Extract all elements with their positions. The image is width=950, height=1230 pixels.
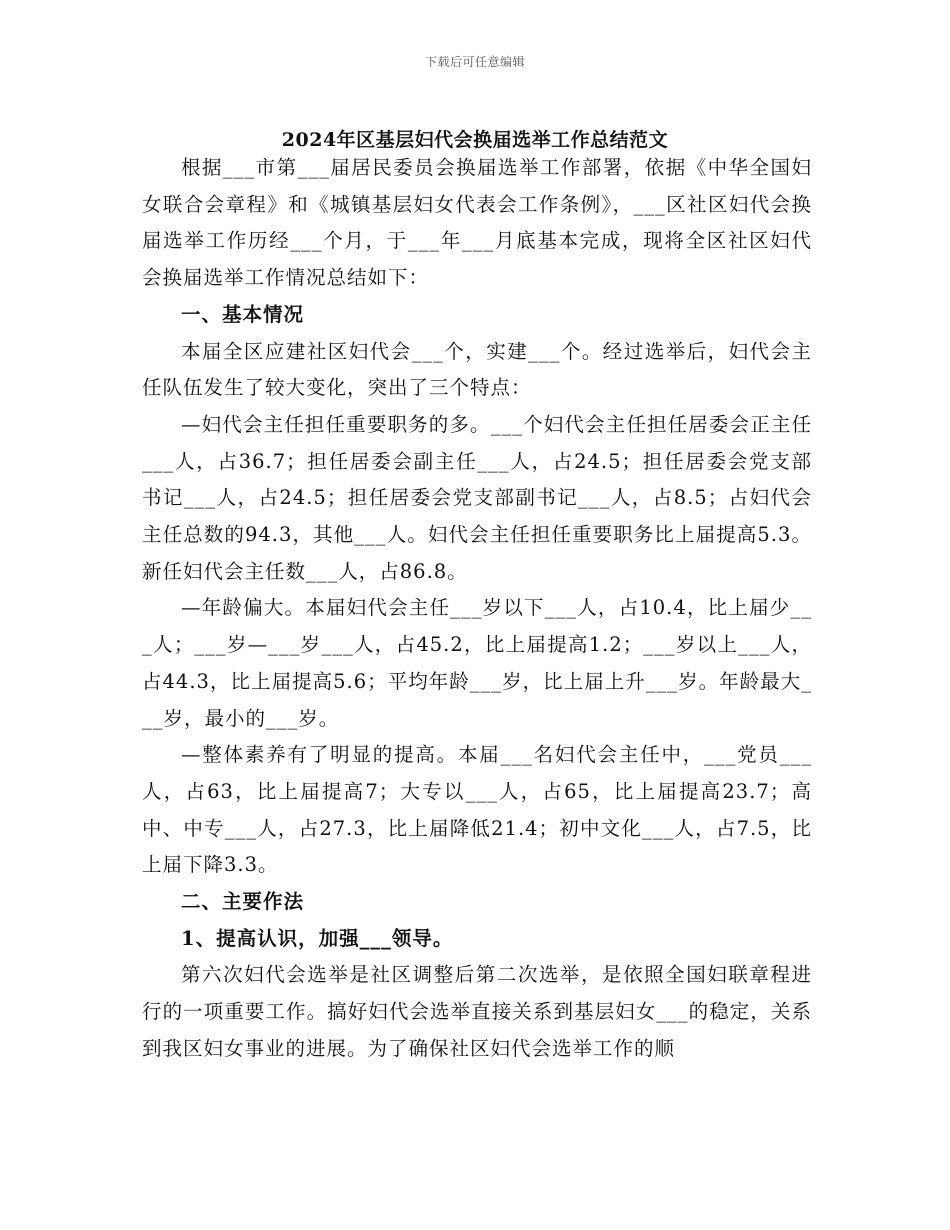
subsection-heading-leadership: 1、提高认识，加强___领导。 bbox=[181, 926, 454, 950]
feature-age-paragraph: —年龄偏大。本届妇代会主任___岁以下___人，占10.4，比上届少___人；___岁—___岁___人，占45.2，比上届提高1.2；___岁以上___人，占44.3，比上届提高5.6；平均年龄___岁，比上届上升___岁。年龄最大___岁，最小的___岁。 bbox=[142, 596, 812, 730]
basic-situation-paragraph: 本届全区应建社区妇代会___个，实建___个。经过选举后，妇代会主任队伍发生了较大变化，突出了三个特点： bbox=[142, 339, 812, 400]
page-header-note: 下载后可任意编辑 bbox=[424, 55, 525, 69]
intro-paragraph: 根据___市第___届居民委员会换届选举工作部署，依据《中华全国妇女联合会章程》和《城镇基层妇女代表会工作条例》，___区社区妇代会换届选举工作历经___个月，于___年___月底基本完成，现将全区社区妇代会换届选举工作情况总结如下： bbox=[142, 156, 812, 290]
section-heading-basic-situation: 一、基本情况 bbox=[181, 302, 305, 326]
document-body bbox=[142, 150, 812, 1068]
feature-quality-paragraph: —整体素养有了明显的提高。本届___名妇代会主任中，___党员___人，占63，比上届提高7；大专以___人，占65，比上届提高23.7；高中、中专___人，占27.3，比上届降低21.4；初中文化___人，占7.5，比上届下降3.3。 bbox=[142, 743, 812, 877]
document-title: 2024年区基层妇代会换届选举工作总结范文 bbox=[281, 129, 669, 151]
section-heading-main-practices: 二、主要作法 bbox=[181, 890, 305, 914]
leadership-paragraph: 第六次妇代会选举是社区调整后第二次选举，是依照全国妇联章程进行的一项重要工作。搞好妇代会选举直接关系到基层妇女___的稳定，关系到我区妇女事业的进展。为了确保社区妇代会选举工作的顺 bbox=[142, 963, 812, 1060]
feature-important-posts-paragraph: —妇代会主任担任重要职务的多。___个妇代会主任担任居委会正主任___人，占36.7；担任居委会副主任___人，占24.5；担任居委会党支部书记___人，占24.5；担任居委会党支部副书记___人，占8.5；占妇代会主任总数的94.3，其他___人。妇代会主任担任重要职务比上届提高5.3。新任妇代会主任数___人，占86.8。 bbox=[142, 412, 812, 583]
